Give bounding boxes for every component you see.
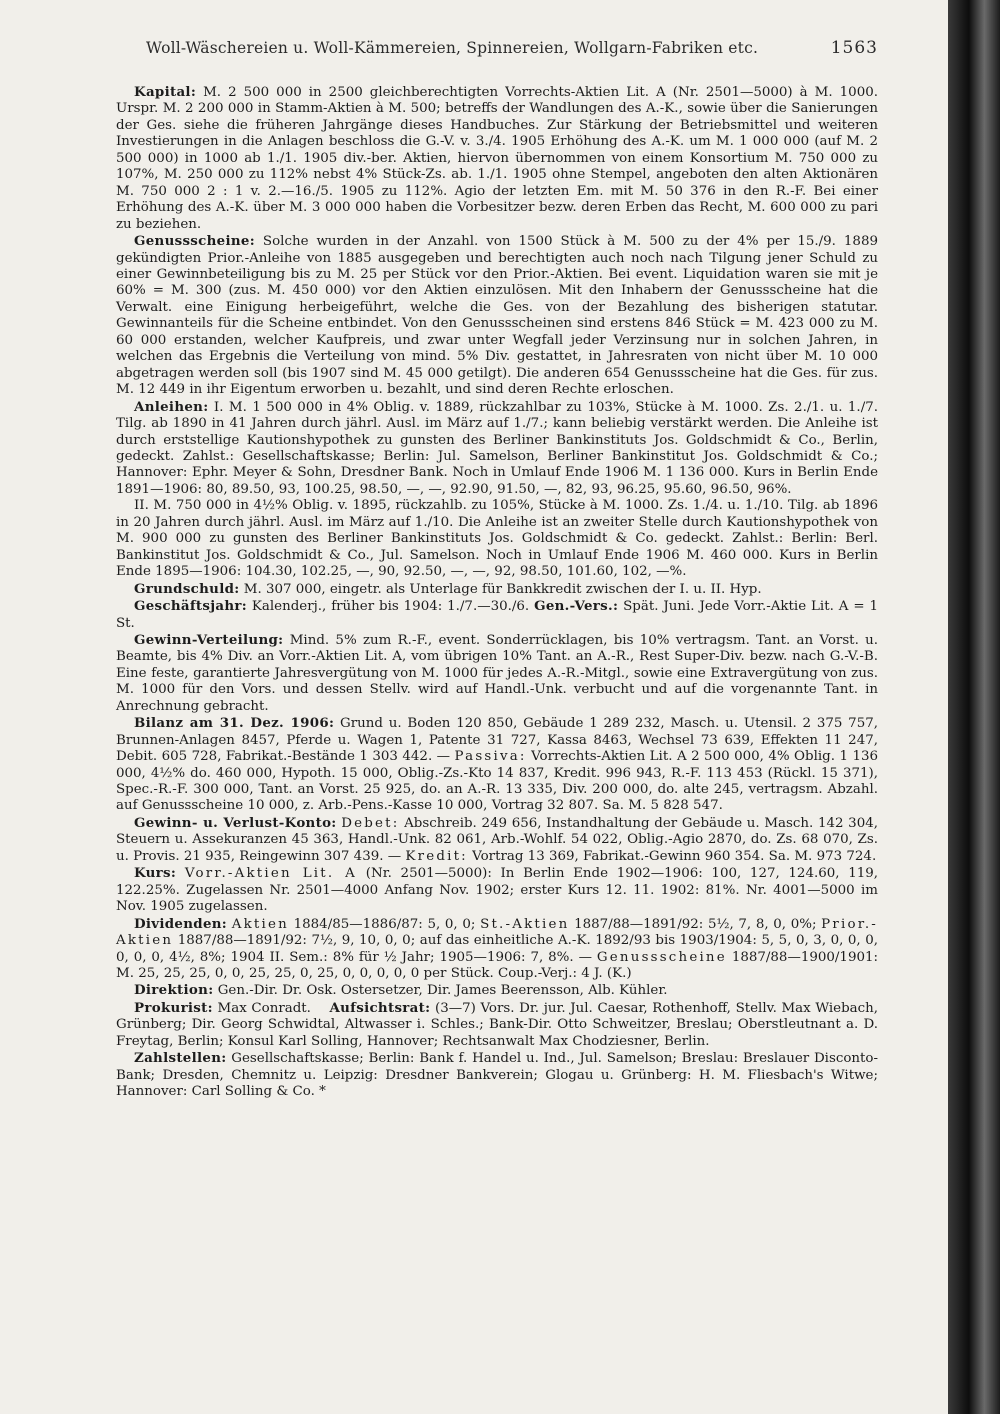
kurs-spaced: Vorr.-Aktien Lit. A [184,866,358,882]
text-prokurist: Max Conradt. [217,1000,311,1016]
running-head-title: Woll-Wäschereien u. Woll-Kämmereien, Spinnereien, Wollgarn-Fabriken etc. [146,39,759,57]
label-geschaeftsjahr: Geschäftsjahr: [134,598,247,615]
section-kurs [116,865,878,915]
section-kapital [116,84,878,233]
section-gewinn-verlust [116,815,878,865]
div-spaced-4: Genussscheine [596,949,727,965]
section-direktion [116,982,878,999]
section-bilanz [116,715,878,815]
text-kredit: Vortrag 13 369, Fabrikat.-Gewinn 960 354. Sa. M. 973 724. [472,848,877,864]
section-anleihen-2 [116,498,878,580]
label-kurs: Kurs: [134,865,177,882]
label-grundschuld: Grundschuld: [134,580,240,597]
text-anleihen-2: II. M. 750 000 in 4½% Oblig. v. 1895, rückzahlb. zu 105%, Stücke à M. 1000. Zs. 1./4. u. 1./10. Tilg. ab 1896 in 20 Jahren durch jährl. Ausl. im März auf 1./10. Die Anleihe ist an zweiter Stelle durch Kautionshypothek von M. 900 000 zu gunsten des Berliner Bankinstituts Jos. Goldschmidt & Co. gedeckt. Zahlst.: Berlin: Berl. Bankinstitut Jos. Goldschmidt & Co., Jul. Samelson. Noch in Umlauf Ende 1906 M. 460 000. Kurs in Berlin Ende 1895—1906: 104.30, 102.25, —, 90, 92.50, —, —, 92, 98.50, 101.60, 102, —%. [116,498,878,580]
label-bilanz: Bilanz am 31. Dez. 1906: [134,715,335,732]
label-zahlstellen: Zahlstellen: [134,1050,227,1067]
label-passiva: Passiva: [454,749,527,765]
label-gewinn-verlust: Gewinn- u. Verlust-Konto: [134,814,337,831]
section-gewinn-verteilung [116,632,878,715]
label-debet: Debet: [341,815,400,831]
text-gewinn-verteilung: Mind. 5% zum R.-F., event. Sonderrücklagen, bis 10% vertragsm. Tant. an Vorst. u. Beamte, bis 4% Div. an Vorr.-Aktien Lit. A, vom übrigen 10% Tant. an A.-R., Rest Super-Div. bezw. nach G.-V.-B. Eine feste, garantierte Jahresvergütung von M. 1000 für jedes A.-R.-Mitgl., sowie eine Extravergütung von zus. M. 1000 für den Vors. und dessen Stellv. wird auf Handl.-Unk. verbucht und auf die vorgenannte Tant. in Anrechnung gebracht. [116,632,878,714]
running-head [146,38,878,58]
label-aufsichtsrat: Aufsichtsrat: [329,999,431,1016]
text-direktion: Gen.-Dir. Dr. Osk. Ostersetzer, Dir. James Beerensson, Alb. Kühler. [217,983,668,999]
section-zahlstellen [116,1050,878,1100]
section-prokurist-aufsichtsrat [116,1000,878,1050]
div-text-1: 1884/85—1886/87: 5, 0, 0; [293,916,476,932]
label-kapital: Kapital: [134,84,197,100]
text-zahlstellen: Gesellschaftskasse; Berlin: Bank f. Handel u. Ind., Jul. Samelson; Breslau: Breslauer Disconto-Bank; Dresden, Chemnitz u. Leipzig: Dresdner Bankverein; Glogau u. Grünberg: H. M. Fliesbach's Witwe; Hannover: Carl Solling & Co. * [116,1051,878,1100]
label-gewinn-verteilung: Gewinn-Verteilung: [134,631,284,648]
text-grundschuld: M. 307 000, eingetr. als Unterlage für Bankkredit zwischen der I. u. II. Hyp. [243,581,762,597]
scan-edge-shadow [948,0,1000,1414]
div-spaced-3: Prior.-Aktien [116,916,879,949]
section-dividenden [116,916,878,983]
text-bilanz-aktiva: Grund u. Boden 120 850, Gebäude 1 289 232, Masch. u. Utensil. 2 375 757, Brunnen-Anlagen 8457, Pferde u. Wagen 1, Patente 31 727, Kassa 8463, Wechsel 73 639, Effekten 11 247, Debit. 605 728, Fabrikat.-Bestände 1 303 442. — [116,716,879,765]
div-text-3: 1887/88—1891/92: 7½, 9, 10, 0, 0; auf das einheitliche A.-K. 1892/93 bis 1903/1904: 5, 5, 0, 3, 0, 0, 0, 0, 0, 0, 4½, 8%; 1904 II. Sem.: 8% für ½ Jahr; 1905—1906: 7, 8%. — [116,933,878,965]
label-kredit: Kredit: [405,848,468,864]
page-number: 1563 [830,38,878,58]
text-kapital: M. 2 500 000 in 2500 gleichberechtigten Vorrechts-Aktien Lit. A (Nr. 2501—5000) à M. 1000. Urspr. M. 2 200 000 in Stamm-Aktien à M. 500; betreffs der Wandlungen des A.-K., sowie über die Sanierungen der Ges. siehe die früheren Jahrgänge dieses Handbuches. Zur Stärkung der Betriebsmittel und weiteren Investierungen in die Anlagen beschloss die G.-V. v. 3./4. 1905 Erhöhung des A.-K. um M. 1 000 000 (auf M. 2 500 000) in 1000 ab 1./1. 1905 div.-ber. Aktien, hiervon übernommen von einem Konsortium M. 750 000 zu 107%, M. 250 000 zu 112% nebst 4% Stück-Zs. ab. 1./1. 1905 ohne Stempel, angeboten den alten Aktionären M. 750 000 2 : 1 v. 2.—16./5. 1905 zu 112%. Agio der letzten Em. mit M. 50 376 in den R.-F. Bei einer Erhöhung des A.-K. über M. 3 000 000 haben die Vorbesitzer bezw. deren Erben das Recht, M. 600 000 zu pari zu beziehen. [116,85,878,232]
div-text-4: 1887/88—1900/1901: M. 25, 25, 25, 0, 0, 25, 25, 0, 25, 0, 0, 0, 0, 0 per Stück. Coup.-Verj.: 4 J. (K.) [116,949,879,982]
text-gen-vers: Spät. Juni. Jede Vorr.-Aktie Lit. A = 1 St. [116,599,878,631]
text-aufsichtsrat: (3—7) Vors. Dr. jur. Jul. Caesar, Rothenhoff, Stellv. Max Wiebach, Grünberg; Dir. Georg Schwidtal, Altwasser i. Schles.; Bank-Dir. Otto Schweitzer, Breslau; Oberstleutnant a. D. Freytag, Berlin; Konsul Karl Solling, Hannover; Rechtsanwalt Max Chodziesner, Berlin. [116,1000,879,1049]
text-debet: Abschreib. 249 656, Instandhaltung der Gebäude u. Masch. 142 304, Steuern u. Assekuranzen 45 363, Handl.-Unk. 82 061, Arb.-Wohlf. 54 022, Oblig.-Agio 2870, do. Zs. 68 070, Zs. u. Provis. 21 935, Reingewinn 307 439. — [116,815,878,864]
label-anleihen: Anleihen: [134,398,209,415]
label-direktion: Direktion: [134,982,214,999]
text-geschaeftsjahr: Kalenderj., früher bis 1904: 1./7.—30./6. [251,599,530,615]
section-genussscheine [116,233,878,399]
div-spaced-2: St.-Aktien [480,916,570,932]
text-anleihen-1: I. M. 1 500 000 in 4% Oblig. v. 1889, rückzahlbar zu 103%, Stücke à M. 1000. Zs. 2./1. u. 1./7. Tilg. ab 1890 in 41 Jahren durch jährl. Ausl. im März auf 1./7.; kann beliebig verstärkt werden. Die Anleihe ist durch erststellige Kautionshypothek zu gunsten des Berliner Bankinstituts Jos. Goldschmidt & Co., Berlin, gedeckt. Zahlst.: Gesellschaftskasse; Berlin: Jul. Samelson, Berliner Bankinstitut Jos. Goldschmidt & Co.; Hannover: Ephr. Meyer & Sohn, Dresdner Bank. Noch in Umlauf Ende 1906 M. 1 136 000. Kurs in Berlin Ende 1891—1906: 80, 89.50, 93, 100.25, 98.50, —, —, 92.90, 91.50, —, 82, 93, 96.25, 95.60, 96.50, 96%. [116,399,878,497]
label-prokurist: Prokurist: [134,999,213,1016]
label-genussscheine: Genussscheine: [134,233,255,250]
div-spaced-1: Aktien [231,916,289,932]
label-dividenden: Dividenden: [134,915,228,932]
text-bilanz-passiva: Vorrechts-Aktien Lit. A 2 500 000, 4% Oblig. 1 136 000, 4½% do. 460 000, Hypoth. 15 000, Oblig.-Zs.-Kto 14 837, Kredit. 996 943, R.-F. 113 453 (Rückl. 15 371), Spec.-R.-F. 300 000, Tant. an Vorst. 25 925, do. an A.-R. 13 335, Div. 200 000, do. alte 245, vertragsm. Abzahl. auf Genussscheine 10 000, z. Arb.-Pens.-Kasse 10 000, Vortrag 32 807. Sa. M. 5 828 547. [116,749,879,814]
section-anleihen [116,399,878,499]
section-geschaeftsjahr [116,598,878,632]
text-kurs: (Nr. 2501—5000): In Berlin Ende 1902—1906: 100, 127, 124.60, 119, 122.25%. Zugelassen Nr. 2501—4000 Anfang Nov. 1902; erster Kurs 12. 11. 1902: 81%. Nr. 4001—5000 im Nov. 1905 zugelassen. [116,866,879,915]
section-grundschuld [116,581,878,598]
label-gen-vers: Gen.-Vers.: [534,598,619,615]
text-genussscheine: Solche wurden in der Anzahl. von 1500 Stück à M. 500 zu der 4% per 15./9. 1889 gekündigten Prior.-Anleihe von 1885 ausgegeben und berechtigten auch noch nach Tilgung jener Schuld zu einer Gewinnbeteiligung bis zu M. 25 per Stück vor den Prior.-Aktien. Bei event. Liquidation waren sie mit je 60% = M. 300 (zus. M. 450 000) vor den Aktien einzulösen. Mit den Inhabern der Genussscheine hat die Verwalt. eine Einigung herbeigeführt, welche die Ges. von der Bezahlung des bisherigen statutar. Gewinnanteils für die Scheine entbindet. Von den Genussscheinen sind erstens 846 Stück = M. 423 000 zu M. 60 000 erstanden, welcher Kaufpreis, und zwar unter Wegfall jeder Verzinsung nur in solchen Jahren, in welchen das Ergebnis die Verteilung von mind. 5% Div. gestattet, in Jahresraten von nicht über M. 10 000 abgetragen werden soll (bis 1907 sind M. 45 000 getilgt). Die anderen 654 Genussscheine hat die Ges. für zus. M. 12 449 in ihr Eigentum erworben u. bezahlt, und sind deren Rechte erloschen. [116,234,878,398]
div-text-2: 1887/88—1891/92: 5½, 7, 8, 0, 0%; [574,916,817,932]
body-text [116,84,878,1101]
